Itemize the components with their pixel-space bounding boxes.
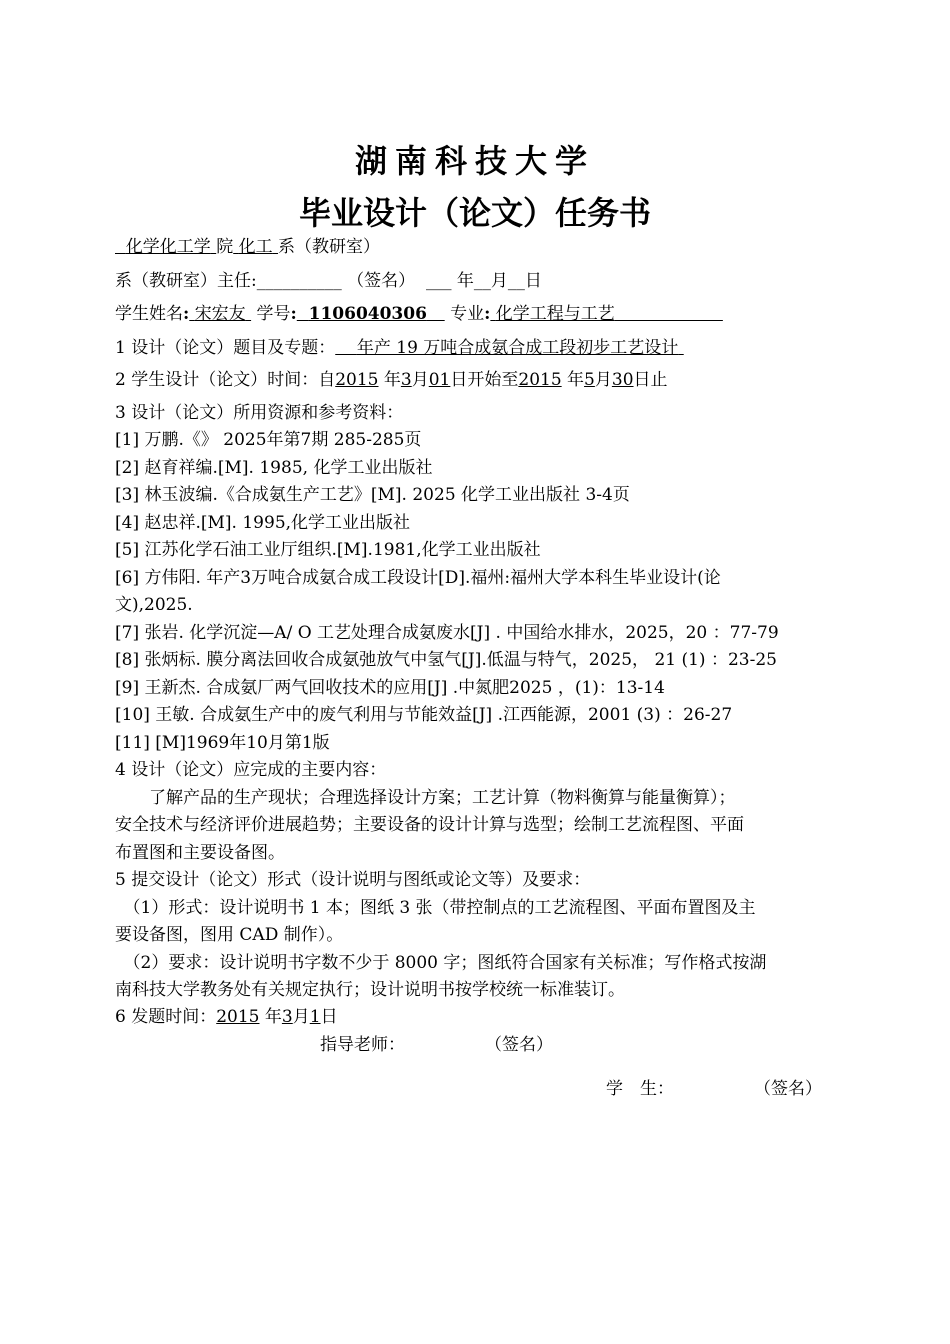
student-id: 1106040306 [308,304,427,324]
college-suffix: 院 [216,237,234,257]
id-label: 学号 [256,304,291,324]
section-4-text: 安全技术与经济评价进展趋势；主要设备的设计计算与选型；绘制工艺流程图、平面 [115,815,744,835]
end-day: 30 [611,370,634,390]
student-sign-name-label: 学 生： [606,1079,674,1099]
section-3-label: 3 设计（论文）所用资源和参考资料： [115,403,404,423]
section-4-label: 4 设计（论文）应完成的主要内容： [115,760,387,780]
section-6-label: 6 发题时间： [115,1007,217,1027]
section-5-text: 南科技大学教务处有关规定执行；设计说明书按学校统一标准装订。 [115,980,625,1000]
reference-item-continued: 文),2025. [115,595,193,615]
college-name: 化学化工学 [125,237,211,257]
section-4-text: 了解产品的生产现状；合理选择设计方案；工艺计算（物料衡算与能量衡算）； [115,788,736,808]
section-5-text: 要设备图，图用 CAD 制作）。 [115,925,344,945]
date-tail: 年__月__日 [456,271,542,291]
section-6: 6 发题时间：2015 年3月1日 [115,1007,338,1027]
advisor-sign-label: （签名） [485,1035,553,1055]
section-2-label: 2 学生设计（论文）时间：自 [115,370,336,390]
reference-item: [2] 赵育祥编.[M]. 1985, 化学工业出版社 [115,458,433,478]
start-day: 01 [428,370,451,390]
reference-item: [6] 方伟阳. 年产3万吨合成氨合成工段设计[D].福州:福州大学本科生毕业设计(论 [115,568,721,588]
student-name: 宋宏友 [194,304,246,324]
issue-month: 3 [281,1007,293,1027]
section-5-label: 5 提交设计（论文）形式（设计说明与图纸或论文等）及要求： [115,870,591,890]
reference-item: [7] 张岩. 化学沉淀—A/ O 工艺处理合成氨废水[J] . 中国给水排水，2025，20 ：77-79 [115,623,779,643]
major-label: 专业 [450,304,485,324]
end-month: 5 [584,370,595,390]
director-line [115,270,542,292]
issue-day: 1 [309,1007,321,1027]
section-2: 2 学生设计（论文）时间：自2015 年3月01日开始至2015 年5月30日止 [115,370,668,390]
reference-item: [1] 万鹏.《》 2025年第7期 285-285页 [115,430,422,450]
reference-item: [8] 张炳标. 膜分离法回收合成氨弛放气中氢气[J].低温与特气，2025， 21 (1) ：23-25 [115,650,777,670]
university-title: 湖南科技大学 [354,142,595,180]
college-line [115,236,380,258]
reference-item: [4] 赵忠祥.[M]. 1995,化学工业出版社 [115,513,411,533]
document-title: 毕业设计（论文）任务书 [298,194,651,232]
name-label: 学生姓名 [115,304,183,324]
start-year: 2015 [335,370,379,390]
student-signature-line [606,1078,822,1100]
reference-item: [5] 江苏化学石油工业厅组织.[M].1981,化学工业出版社 [115,540,541,560]
reference-item: [9] 王新杰. 合成氨厂两气回收技术的应用[J] .中氮肥2025 ，(1)：13-14 [115,678,665,698]
issue-year: 2015 [216,1007,260,1027]
student-line: 学生姓名: 宋宏友 学号: 1106040306 专业: 化学工程与工艺 [115,303,723,325]
student-sign-label: （签名） [754,1079,822,1099]
dept-suffix: 系（教研室） [278,237,381,257]
reference-item: [11] [M]1969年10月第1版 [115,733,330,753]
student-major: 化学工程与工艺 [495,304,615,324]
section-5-text: （1）形式：设计说明书 1 本；图纸 3 张（带控制点的工艺流程图、平面布置图及主 [115,898,756,918]
end-year: 2015 [518,370,562,390]
section-1-label: 1 设计（论文）题目及专题： [115,338,336,358]
director-blank: __________ [256,271,342,291]
section-1 [115,337,684,359]
advisor-label: 指导老师： [320,1035,405,1055]
thesis-topic: 年产 19 万吨合成氨合成工段初步工艺设计 [356,338,679,358]
section-5-text: （2）要求：设计说明书字数不少于 8000 字；图纸符合国家有关标准；写作格式按湖 [115,953,767,973]
reference-item: [3] 林玉波编.《合成氨生产工艺》[M]. 2025 化学工业出版社 3-4页 [115,485,630,505]
year-blank: ___ [425,271,452,291]
advisor-signature-line [320,1034,553,1056]
dept-name: 化工 [238,237,273,257]
reference-item: [10] 王敏. 合成氨生产中的废气利用与节能效益[J] .江西能源，2001 (3) ：26-27 [115,705,733,725]
start-month: 3 [400,370,412,390]
section-4-text: 布置图和主要设备图。 [115,843,285,863]
director-label: 系（教研室）主任: [115,271,257,291]
director-sign-label: （签名） [347,271,416,291]
